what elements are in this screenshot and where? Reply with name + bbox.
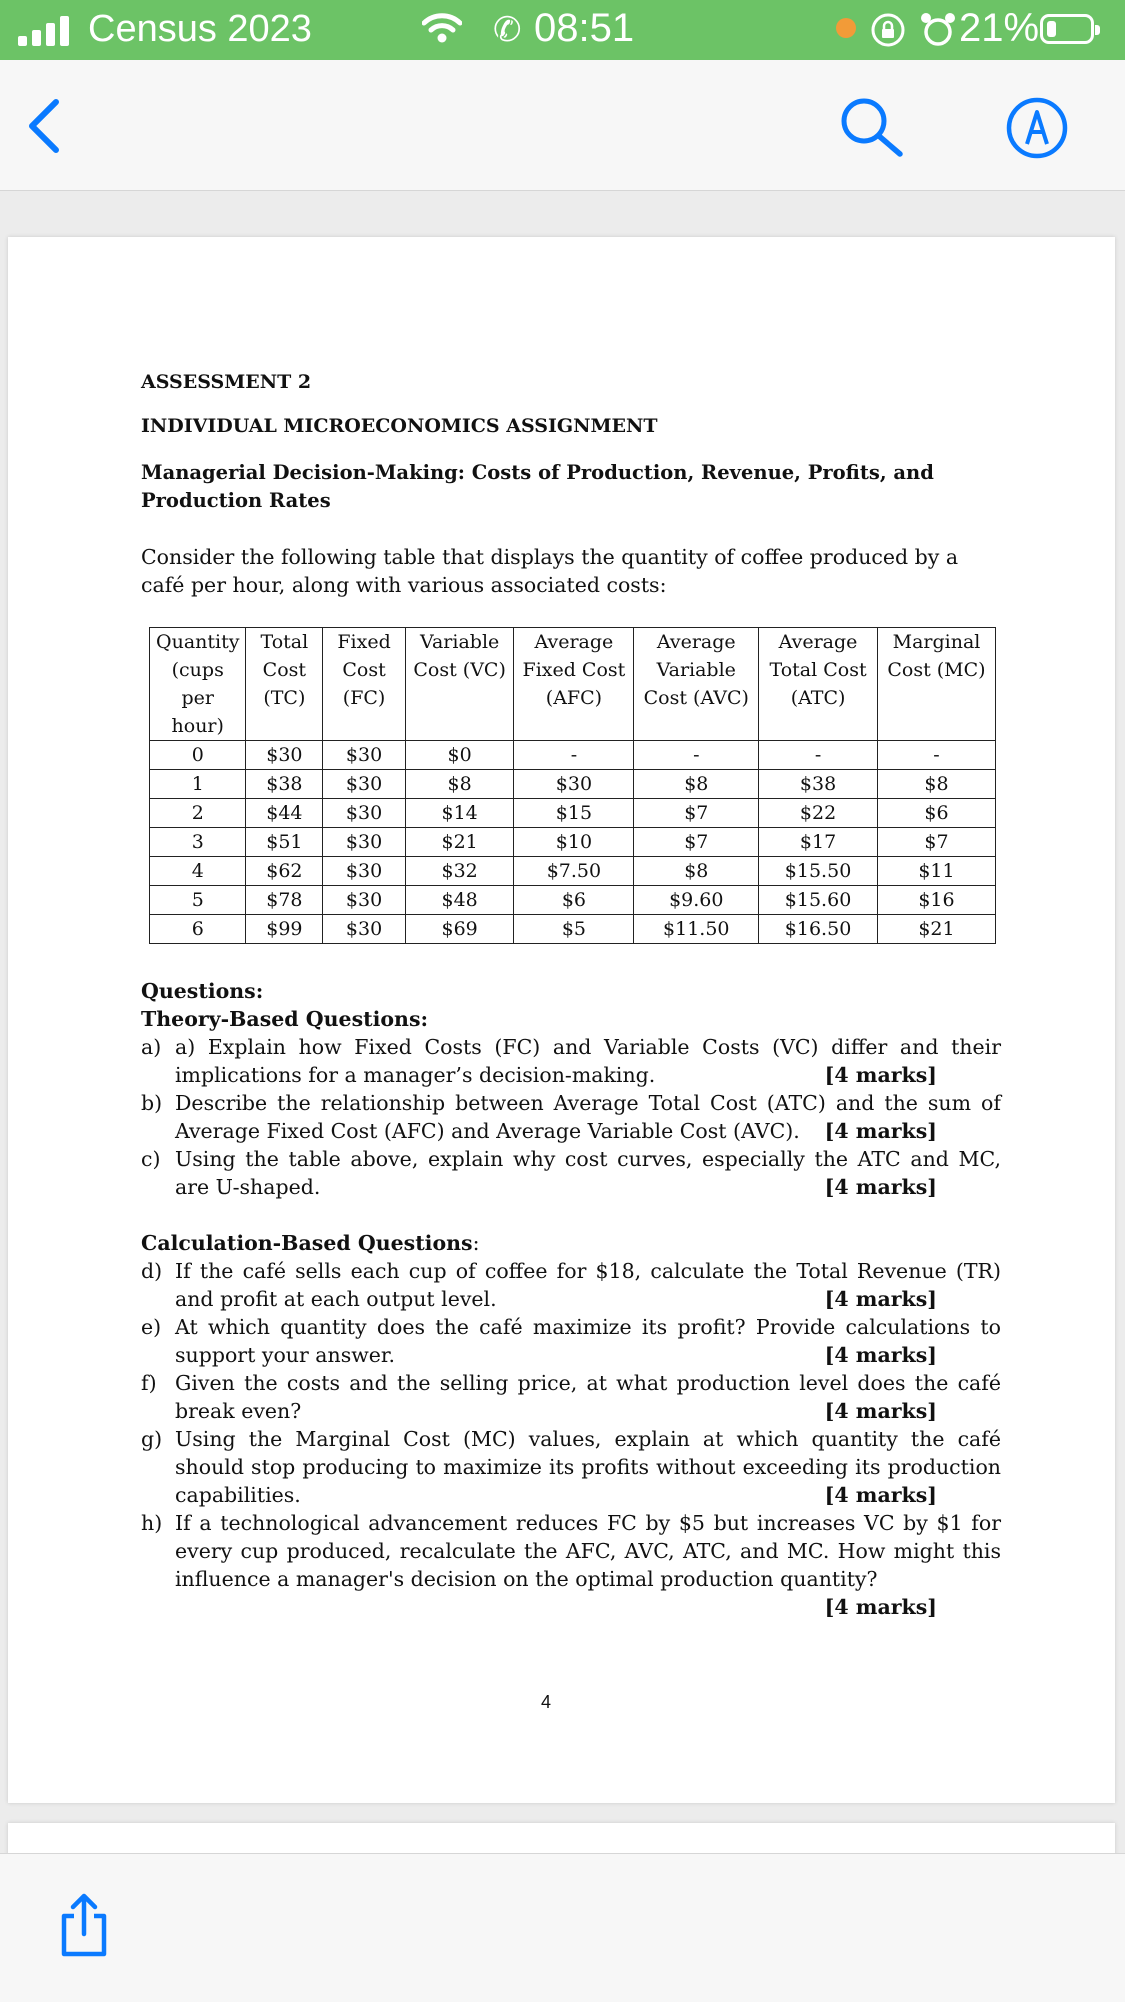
table-cell: 4 [150,857,246,886]
question-text: Given the costs and the selling price, at what production level does the café break even? [175,1371,1001,1423]
share-icon[interactable] [54,1892,114,1958]
table-cell: $7 [877,828,995,857]
table-cell: $32 [405,857,514,886]
table-cell: $7 [634,799,759,828]
question-text: If a technological advancement reduces FC by $5 but increases VC by $1 for every cup produced, recalculate the AFC, AVC, ATC, and MC. How might this influence a manager's decision on the optimal production quantity? [175,1511,1001,1591]
question-text: a) Explain how Fixed Costs (FC) and Variable Costs (VC) differ and their implications for a manager’s decision-making. [175,1035,1001,1087]
question-item [141,1425,1001,1509]
column-header: Average Fixed Cost (AFC) [514,628,634,741]
question-label: g) [141,1427,163,1451]
signal-strength-icon [18,14,69,46]
question-marks: [4 marks] [824,1343,937,1367]
table-cell: $11 [877,857,995,886]
calculation-title: Calculation-Based Questions [141,1231,473,1255]
table-cell: $30 [323,741,406,770]
column-header: Average Total Cost (ATC) [759,628,878,741]
assignment-heading: INDIVIDUAL MICROECONOMICS ASSIGNMENT [141,415,658,437]
table-cell: $22 [759,799,878,828]
table-row [150,886,996,915]
question-marks: [4 marks] [824,1063,937,1087]
question-marks: [4 marks] [824,1483,937,1507]
table-cell: $30 [323,857,406,886]
table-cell: 0 [150,741,246,770]
question-marks: [4 marks] [824,1595,937,1619]
table-cell: $9.60 [634,886,759,915]
column-header: Fixed Cost (FC) [323,628,406,741]
table-cell: $7 [634,828,759,857]
table-row [150,857,996,886]
table-cell: $30 [323,886,406,915]
battery-percentage: 21% [959,6,1040,50]
question-label: f) [141,1371,157,1395]
table-cell: $30 [323,799,406,828]
table-cell: $15 [514,799,634,828]
table-cell: $51 [246,828,323,857]
table-row [150,770,996,799]
question-text: If the café sells each cup of coffee for $18, calculate the Total Revenue (TR) and profit at each output level. [175,1259,1001,1311]
table-row [150,741,996,770]
theory-questions [141,1033,1001,1201]
table-row [150,828,996,857]
question-text: At which quantity does the café maximize its profit? Provide calculations to support your answer. [175,1315,1001,1367]
calculation-questions [141,1257,1001,1621]
table-cell: $21 [877,915,995,944]
question-label: c) [141,1147,161,1171]
privacy-indicator-dot [836,18,856,38]
table-cell: $62 [246,857,323,886]
table-cell: $16.50 [759,915,878,944]
table-cell: $78 [246,886,323,915]
table-cell: $30 [323,828,406,857]
bottom-toolbar [0,1853,1125,2002]
clock-time: 08:51 [534,6,635,50]
markup-pen-icon[interactable] [1005,96,1069,160]
question-label: a) [141,1035,162,1059]
carrier-name: Census 2023 [88,8,312,50]
table-cell: $8 [634,857,759,886]
table-cell: $15.50 [759,857,878,886]
search-icon[interactable] [838,96,906,158]
table-cell: $69 [405,915,514,944]
table-cell: $21 [405,828,514,857]
page-number: 4 [541,1692,552,1712]
table-cell: $30 [323,770,406,799]
alarm-icon [918,10,958,50]
question-marks: [4 marks] [824,1287,937,1311]
assessment-heading: ASSESSMENT 2 [141,371,312,393]
table-cell: $11.50 [634,915,759,944]
question-text: Using the Marginal Cost (MC) values, explain at which quantity the café should stop producing to maximize its profits without exceeding its production capabilities. [175,1427,1001,1507]
document-page[interactable] [8,237,1115,1803]
table-cell: 6 [150,915,246,944]
table-cell: $5 [514,915,634,944]
battery-level-fill [1047,21,1056,37]
table-cell: $44 [246,799,323,828]
table-cell: $48 [405,886,514,915]
question-marks: [4 marks] [824,1175,937,1199]
question-text: Describe the relationship between Average Total Cost (ATC) and the sum of Average Fixed Cost (AFC) and Average Variable Cost (AVC). [175,1091,1001,1143]
column-header: Total Cost (TC) [246,628,323,741]
navigation-bar [0,60,1125,191]
column-header: Average Variable Cost (AVC) [634,628,759,741]
table-cell: $30 [246,741,323,770]
question-label: h) [141,1511,163,1535]
table-cell: $38 [759,770,878,799]
table-cell: $6 [877,799,995,828]
table-cell: - [514,741,634,770]
table-cell: $10 [514,828,634,857]
column-header: Quantity (cups per hour) [150,628,246,741]
column-header: Marginal Cost (MC) [877,628,995,741]
table-cell: 2 [150,799,246,828]
table-cell: $0 [405,741,514,770]
table-header-row [150,628,996,741]
table-cell: $38 [246,770,323,799]
table-cell: 3 [150,828,246,857]
table-cell: $30 [514,770,634,799]
table-row [150,915,996,944]
question-marks: [4 marks] [824,1399,937,1423]
column-header: Variable Cost (VC) [405,628,514,741]
table-cell: $7.50 [514,857,634,886]
question-label: b) [141,1091,163,1115]
table-cell: 1 [150,770,246,799]
table-cell: $16 [877,886,995,915]
table-cell: $8 [877,770,995,799]
question-label: d) [141,1259,163,1283]
table-cell: $14 [405,799,514,828]
question-marks: [4 marks] [824,1119,937,1143]
status-bar [0,0,1125,60]
question-item [141,1089,1001,1145]
wifi-icon [422,12,462,44]
questions-title: Questions: [141,979,264,1003]
question-item [141,1509,1001,1621]
table-cell: - [634,741,759,770]
question-item [141,1145,1001,1201]
question-item [141,1369,1001,1425]
intro-paragraph: Consider the following table that displays the quantity of coffee produced by a café per hour, along with various associated costs: [141,545,959,597]
battery-icon [1040,14,1094,44]
questions-section [141,977,1001,1621]
cost-table [149,627,996,944]
question-text: Using the table above, explain why cost curves, especially the ATC and MC, are U-shaped. [175,1147,1001,1199]
chevron-left-icon[interactable] [24,98,64,154]
phone-call-icon: ✆ [493,11,522,49]
table-cell: $15.60 [759,886,878,915]
table-cell: - [877,741,995,770]
table-cell: $8 [405,770,514,799]
table-cell: 5 [150,886,246,915]
table-cell: $30 [323,915,406,944]
table-cell: $8 [634,770,759,799]
theory-title: Theory-Based Questions: [141,1007,429,1031]
topic-heading: Managerial Decision-Making: Costs of Production, Revenue, Profits, and Production Rates [141,461,934,512]
table-cell: $6 [514,886,634,915]
question-item [141,1033,1001,1089]
question-item [141,1313,1001,1369]
table-cell: - [759,741,878,770]
orientation-lock-icon [868,10,908,50]
question-label: e) [141,1315,162,1339]
question-item [141,1257,1001,1313]
table-cell: $17 [759,828,878,857]
table-body [150,741,996,944]
table-row [150,799,996,828]
calculation-title-line: Calculation-Based Questions: [141,1231,480,1255]
table-cell: $99 [246,915,323,944]
